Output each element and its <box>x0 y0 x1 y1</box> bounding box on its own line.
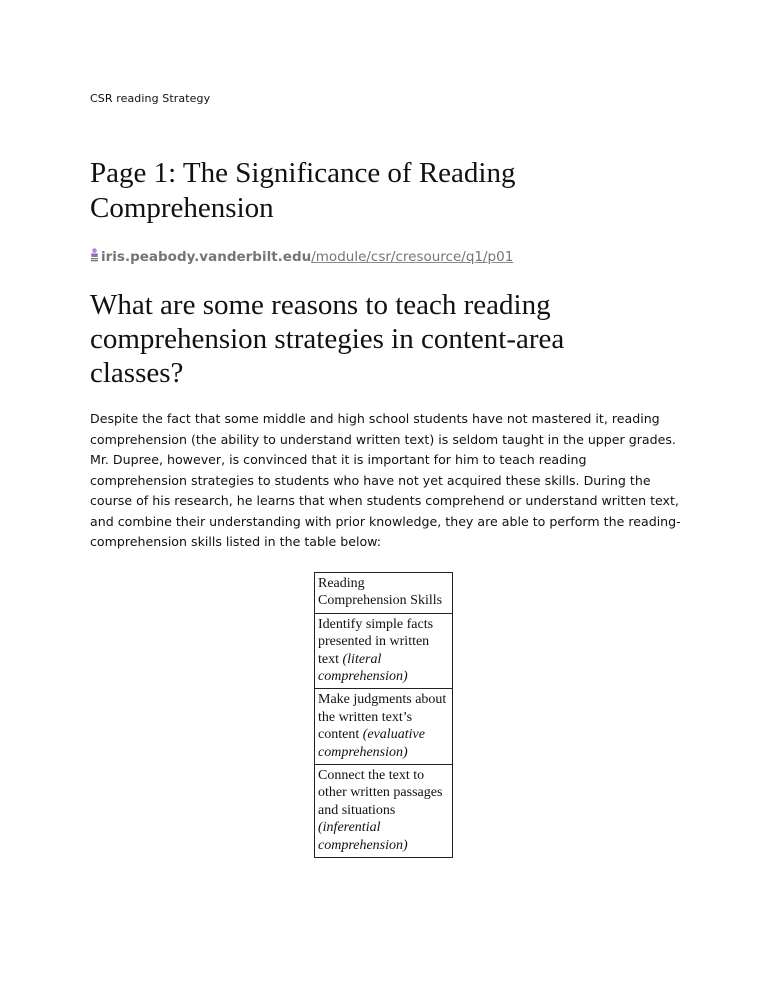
section-heading: What are some reasons to teach reading comprehension strategies in content-area classes? <box>90 289 565 389</box>
source-link[interactable] <box>90 248 513 265</box>
source-path[interactable]: /module/csr/cresource/q1/p01 <box>311 249 514 265</box>
table-row <box>315 689 453 765</box>
table-cell <box>315 765 453 858</box>
source-domain[interactable]: iris.peabody.vanderbilt.edu <box>101 249 312 265</box>
cell-text: Identify simple facts presented in written text <box>318 616 434 667</box>
table-cell <box>315 689 453 765</box>
page-heading: Page 1: The Significance of Reading Comprehension <box>90 157 516 224</box>
iris-favicon-icon <box>90 248 99 262</box>
document-title: CSR reading Strategy <box>90 92 211 105</box>
cell-qualifier: (literal comprehension) <box>318 651 408 685</box>
cell-text: Connect the text to other written passages and situations <box>318 768 443 818</box>
cell-qualifier: (evaluative comprehension) <box>318 727 425 760</box>
cell-text: Make judgments about the written text’s content <box>318 692 447 743</box>
table-row <box>315 573 453 614</box>
table-header-cell: Reading Comprehension Skills <box>315 573 453 614</box>
cell-qualifier: (inferential comprehension) <box>318 820 408 853</box>
table-row <box>315 613 453 689</box>
body-paragraph: Despite the fact that some middle and high school students have not mastered it, reading comprehension (the ability to understand written text) is seldom taught in the upper grades. Mr. Dupree, however, is convinced that it is important for him to teach reading comprehension strategies to students who have not yet acquired these skills. During the course of his research, he learns that when students comprehend or understand written text, and combine their understanding with prior knowledge, they are able to perform the reading-comprehension skills listed in the table below: <box>90 411 681 549</box>
table-row <box>315 765 453 858</box>
table-cell <box>315 613 453 689</box>
skills-table <box>314 572 453 858</box>
